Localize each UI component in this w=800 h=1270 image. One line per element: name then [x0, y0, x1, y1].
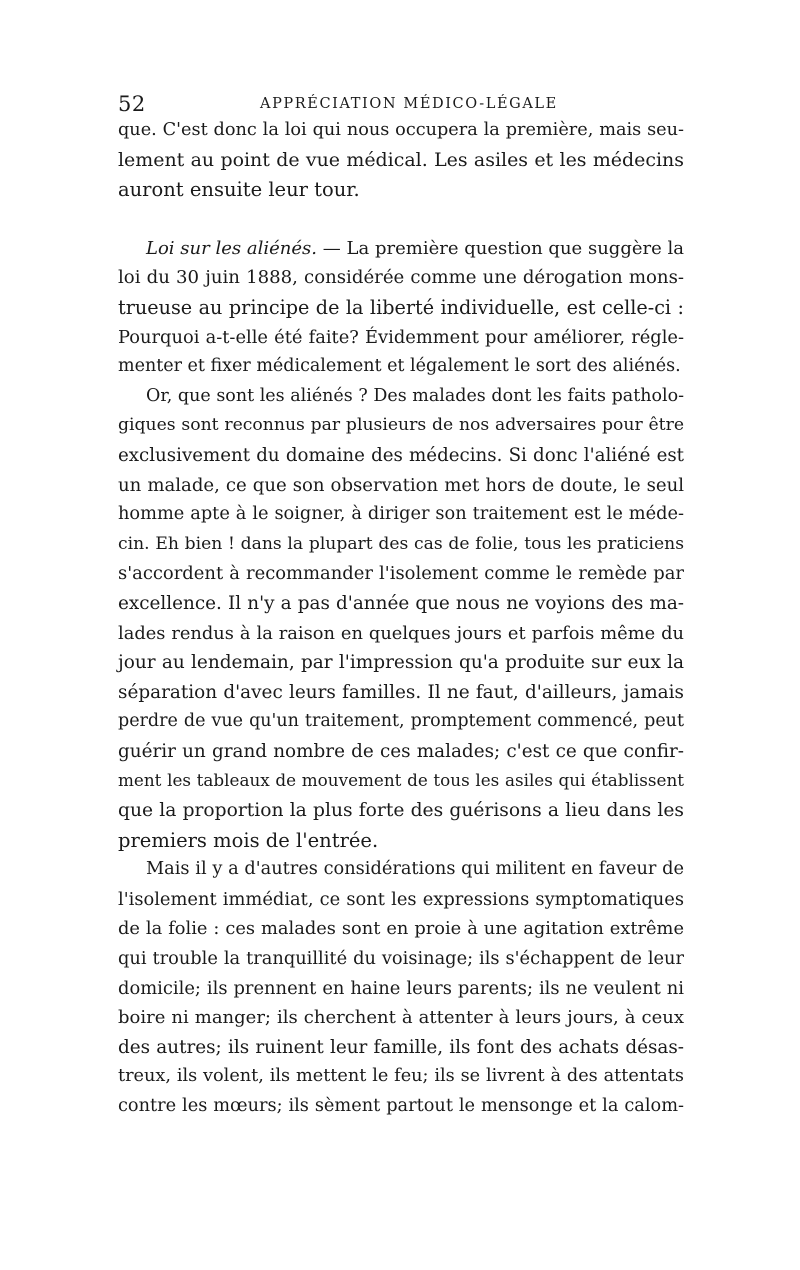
- text-line: premiers mois de l'entrée.: [118, 828, 379, 852]
- text-line: Pourquoi a-t-elle été faite? Évidemment pour améliorer, régle-: [118, 326, 684, 348]
- text-line: boire ni manger; ils cherchent à attenter à leurs jours, à ceux: [118, 1007, 684, 1029]
- body-text: [118, 116, 684, 1122]
- text-line: l'isolement immédiat, ce sont les expressions symptomatiques: [118, 888, 684, 910]
- text-line: exclusivement du domaine des médecins. Si donc l'aliéné est: [118, 444, 684, 466]
- text-line: Or, que sont les aliénés ? Des malades dont les faits patholo-: [146, 385, 684, 406]
- text-line: Mais il y a d'autres considérations qui militent en faveur de: [146, 859, 684, 880]
- text-line: trueuse au principe de la liberté individuelle, est celle-ci :: [118, 295, 684, 319]
- text-line: séparation d'avec leurs familles. Il ne faut, d'ailleurs, jamais: [118, 681, 684, 703]
- text-line: ment les tableaux de mouvement de tous les asiles qui établissent: [118, 770, 684, 791]
- text-line: de la folie : ces malades sont en proie à une agitation extrême: [118, 918, 684, 940]
- text-line: auront ensuite leur tour.: [118, 178, 360, 202]
- running-title: APPRÉCIATION MÉDICO-LÉGALE: [260, 96, 558, 112]
- page-number: 52: [118, 92, 146, 116]
- text-line: giques sont reconnus par plusieurs de nos adversaires pour être: [118, 415, 684, 436]
- text-line: s'accordent à recommander l'isolement comme le remède par: [118, 563, 684, 585]
- text-line: lades rendus à la raison en quelques jours et parfois même du: [118, 622, 684, 644]
- text-line: perdre de vue qu'un traitement, promptement commencé, peut: [118, 711, 684, 732]
- text-line: menter et fixer médicalement et légalement le sort des aliénés.: [118, 356, 681, 377]
- text-line: un malade, ce que son observation met hors de doute, le seul: [118, 474, 684, 496]
- text-line: homme apte à le soigner, à diriger son traitement est le méde-: [118, 504, 684, 525]
- text-line: excellence. Il n'y a pas d'année que nous ne voyions des ma-: [118, 592, 684, 614]
- text-line: lement au point de vue médical. Les asiles et les médecins: [118, 148, 684, 171]
- text-line: loi du 30 juin 1888, considérée comme une dérogation mons-: [118, 267, 684, 289]
- text-line: que la proportion la plus forte des guérisons a lieu dans les: [118, 800, 684, 822]
- text-run: — La première question que suggère la: [322, 237, 684, 259]
- text-line: cin. Eh bien ! dans la plupart des cas de folie, tous les praticiens: [118, 533, 684, 554]
- text-line: des autres; ils ruinent leur famille, ils font des achats désas-: [118, 1036, 684, 1058]
- text-line: jour au lendemain, par l'impression qu'a produite sur eux la: [118, 652, 684, 674]
- text-line: contre les mœurs; ils sèment partout le mensonge et la calom-: [118, 1096, 684, 1116]
- text-line: que. C'est donc la loi qui nous occupera la première, mais seu-: [118, 120, 684, 140]
- text-line: treux, ils volent, ils mettent le feu; ils se livrent à des attentats: [118, 1066, 684, 1087]
- section-gap: [118, 205, 684, 234]
- section-heading: Loi sur les aliénés.: [146, 237, 318, 259]
- text-line: [118, 234, 684, 264]
- text-line: domicile; ils prennent en haine leurs parents; ils ne veulent ni: [118, 977, 684, 999]
- text-line: qui trouble la tranquillité du voisinage; ils s'échappent de leur: [118, 948, 684, 970]
- text-line: guérir un grand nombre de ces malades; c'est ce que confir-: [118, 740, 684, 762]
